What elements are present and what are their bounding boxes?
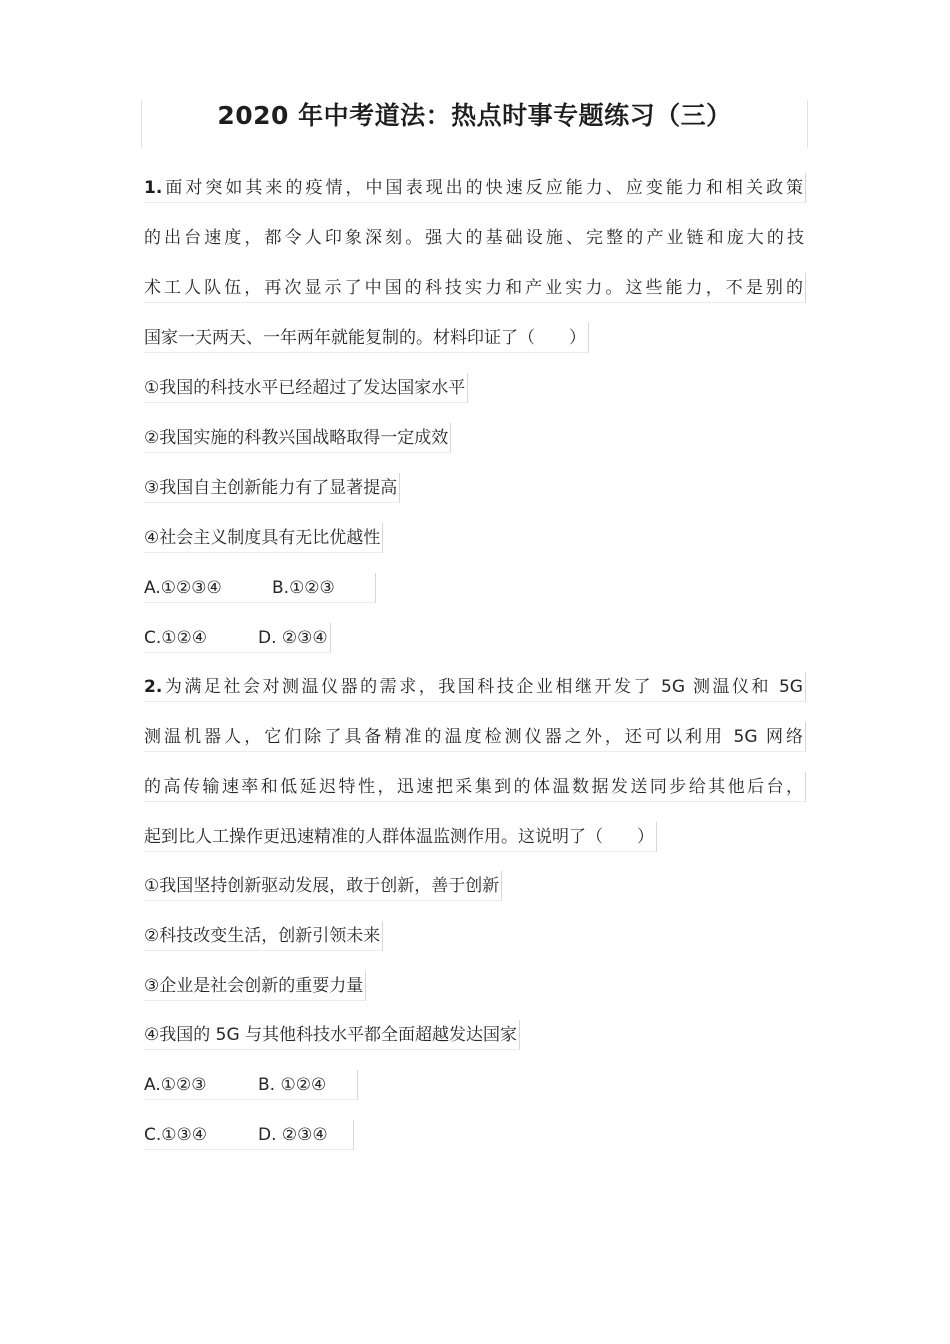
q1-stem-line-1: 1.面对突如其来的疫情，中国表现出的快速反应能力、应变能力和相关政策 — [144, 173, 806, 203]
q1-options-row-1 — [144, 573, 376, 603]
q2-stem-line-4: 起到比人工操作更迅速精准的人群体温监测作用。这说明了（ ） — [144, 822, 657, 852]
q2-statement-4: ④我国的 5G 与其他科技水平都全面超越发达国家 — [144, 1020, 520, 1050]
title-box — [141, 100, 808, 148]
q2-options-row-2 — [144, 1120, 354, 1150]
q2-option-a[interactable]: A.①②③ — [144, 1075, 207, 1095]
q1-stem-line-4: 国家一天两天、一年两年就能复制的。材料印证了（ ） — [144, 323, 589, 353]
q2-option-d[interactable]: D. ②③④ — [258, 1125, 328, 1145]
q2-options-row-1 — [144, 1070, 358, 1100]
q2-option-c[interactable]: C.①③④ — [144, 1125, 207, 1145]
q2-statement-1: ①我国坚持创新驱动发展，敢于创新，善于创新 — [144, 871, 502, 901]
q1-option-c[interactable]: C.①②④ — [144, 628, 207, 648]
q1-option-b[interactable]: B.①②③ — [272, 578, 335, 598]
q2-number: 2. — [144, 677, 163, 697]
q2-stem-line-1: 2.为满足社会对测温仪器的需求，我国科技企业相继开发了 5G 测温仪和 5G — [144, 672, 806, 702]
q1-number: 1. — [144, 178, 163, 198]
q1-options-row-2 — [144, 623, 331, 653]
q1-stem-line-3: 术工人队伍，再次显示了中国的科技实力和产业实力。这些能力，不是别的 — [144, 273, 806, 303]
q2-statement-3: ③企业是社会创新的重要力量 — [144, 971, 366, 1001]
q1-option-d[interactable]: D. ②③④ — [258, 628, 328, 648]
q2-statement-2: ②科技改变生活，创新引领未来 — [144, 921, 383, 951]
q2-stem-line-2: 测温机器人，它们除了具备精准的温度检测仪器之外，还可以利用 5G 网络 — [144, 722, 806, 752]
q1-statement-3: ③我国自主创新能力有了显著提高 — [144, 473, 400, 503]
q2-stem-line-3: 的高传输速率和低延迟特性，迅速把采集到的体温数据发送同步给其他后台， — [144, 772, 806, 802]
q1-option-a[interactable]: A.①②③④ — [144, 578, 222, 598]
document-title: 2020 年中考道法：热点时事专题练习（三） — [217, 101, 732, 130]
q1-stem-line-2: 的出台速度，都令人印象深刻。强大的基础设施、完整的产业链和庞大的技 — [144, 228, 804, 248]
q1-statement-1: ①我国的科技水平已经超过了发达国家水平 — [144, 373, 468, 403]
q1-statement-2: ②我国实施的科教兴国战略取得一定成效 — [144, 423, 451, 453]
q1-statement-4: ④社会主义制度具有无比优越性 — [144, 523, 383, 553]
q2-option-b[interactable]: B. ①②④ — [258, 1075, 327, 1095]
